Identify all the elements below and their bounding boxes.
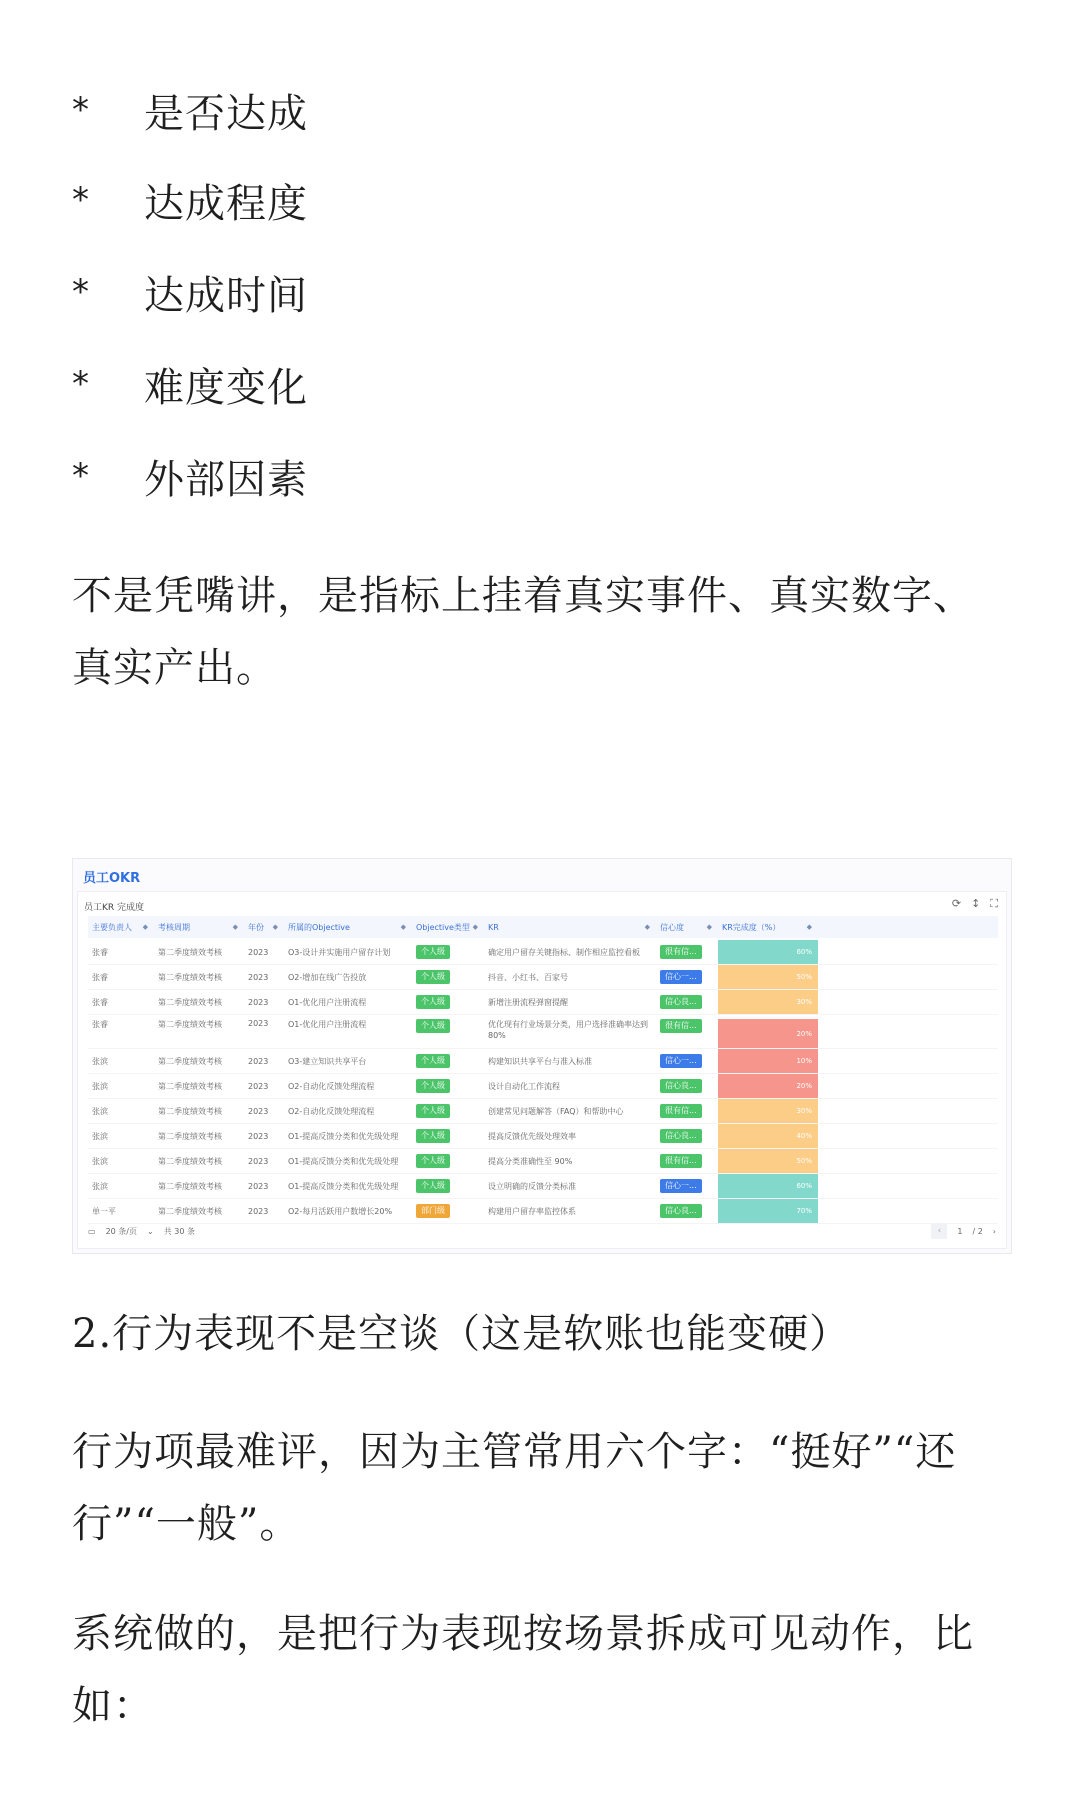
okr-table-header [88, 916, 998, 938]
column-header[interactable] [484, 922, 656, 933]
objective-type-tag: 部门级 [416, 1204, 450, 1218]
column-header-label: 主要负责人 [92, 922, 132, 932]
period-cell: 第二季度绩效考核 [158, 1181, 222, 1191]
column-header[interactable] [656, 922, 718, 933]
section-heading: 2.行为表现不是空谈（这是软账也能变硬） [72, 1311, 851, 1357]
bullet-text: 是否达成 [144, 90, 308, 137]
kr-progress-cell: 60% [718, 1174, 818, 1198]
kr-cell: 提高反馈优先级处理效率 [488, 1131, 576, 1141]
kr-cell: 构建用户留存率监控体系 [488, 1206, 576, 1216]
sort-icon[interactable]: ◆ [272, 923, 278, 931]
okr-subtitle: 员工KR 完成度 [84, 903, 145, 913]
objective-type-tag: 个人级 [416, 1129, 450, 1143]
column-header-label: KR完成度（%） [722, 922, 781, 932]
year-cell: 2023 [248, 997, 269, 1007]
year-cell: 2023 [248, 1056, 269, 1066]
next-page-button[interactable]: › [992, 1226, 996, 1236]
year-cell: 2023 [248, 1081, 269, 1091]
confidence-tag: 信心良... [660, 1129, 702, 1143]
column-header[interactable] [284, 922, 412, 933]
page-size-select[interactable]: 20 条/页 [105, 1226, 137, 1236]
table-row[interactable] [88, 1074, 998, 1099]
column-header[interactable] [88, 922, 154, 933]
layout-icon[interactable]: ▭ [88, 1226, 96, 1236]
year-cell: 2023 [248, 1181, 269, 1191]
confidence-tag: 信心良... [660, 1079, 702, 1093]
column-header[interactable] [718, 916, 818, 938]
sort-icon[interactable]: ◆ [232, 923, 238, 931]
bullet-item [72, 80, 308, 140]
column-header[interactable] [412, 922, 484, 933]
bullet-text: 达成时间 [144, 272, 308, 319]
bullet-marker: * [72, 364, 90, 404]
bullet-marker: * [72, 180, 90, 220]
period-cell: 第二季度绩效考核 [158, 1056, 222, 1066]
kr-progress-cell: 60% [718, 940, 818, 964]
table-row[interactable] [88, 1149, 998, 1174]
total-pages: / 2 [972, 1226, 983, 1236]
current-page[interactable]: 1 [957, 1226, 963, 1236]
confidence-tag: 信心一... [660, 1054, 702, 1068]
kr-progress-cell: 70% [718, 1199, 818, 1223]
period-cell: 第二季度绩效考核 [158, 997, 222, 1007]
prev-page-button[interactable]: ‹ [931, 1223, 947, 1239]
chevron-down-icon[interactable]: ⌄ [146, 1226, 154, 1236]
okr-toolbar [952, 897, 998, 911]
objective-cell: O3-建立知识共享平台 [288, 1056, 367, 1066]
confidence-tag: 信心一... [660, 1179, 702, 1193]
kr-cell: 确定用户留存关键指标、制作相应监控看板 [488, 947, 640, 957]
confidence-tag: 信心一... [660, 970, 702, 984]
fullscreen-icon[interactable]: ⛶ [990, 897, 998, 910]
bullet-item [72, 354, 308, 414]
period-cell: 第二季度绩效考核 [158, 1020, 222, 1029]
paragraph-real-evidence: 不是凭嘴讲，是指标上挂着真实事件、真实数字、真实产出。 [72, 573, 974, 691]
objective-cell: O1-提高反馈分类和优先级处理 [288, 1156, 399, 1166]
owner-cell: 张滨 [92, 1056, 108, 1066]
objective-cell: O2-自动化反馈处理流程 [288, 1081, 375, 1091]
year-cell: 2023 [248, 1206, 269, 1216]
owner-cell: 单一平 [92, 1206, 116, 1216]
sort-icon[interactable]: ◆ [806, 923, 812, 931]
column-header-label: KR [488, 922, 499, 932]
owner-cell: 张滨 [92, 1081, 108, 1091]
period-cell: 第二季度绩效考核 [158, 1106, 222, 1116]
year-cell: 2023 [248, 1019, 269, 1028]
column-header-label: Objective类型 [416, 922, 470, 932]
paragraph-behavior-evaluation: 行为项最难评，因为主管常用六个字：“挺好”“还行”“一般”。 [72, 1429, 957, 1547]
owner-cell: 张睿 [92, 972, 108, 982]
confidence-tag: 很有信... [660, 945, 702, 959]
objective-cell: O1-提高反馈分类和优先级处理 [288, 1131, 399, 1141]
column-header-label: 信心度 [660, 922, 684, 932]
okr-table-body [88, 940, 998, 1224]
owner-cell: 张滨 [92, 1106, 108, 1116]
year-cell: 2023 [248, 1106, 269, 1116]
column-header-label: 所属的Objective [288, 922, 350, 932]
kr-cell: 抖音、小红书、百家号 [488, 972, 568, 982]
objective-type-tag: 个人级 [416, 945, 450, 959]
okr-title: 员工OKR [83, 871, 141, 886]
column-header-label: 年份 [248, 922, 264, 932]
table-row[interactable] [88, 965, 998, 990]
objective-type-tag: 个人级 [416, 1154, 450, 1168]
owner-cell: 张睿 [92, 997, 108, 1007]
kr-cell: 设计自动化工作流程 [488, 1081, 560, 1091]
objective-type-tag: 个人级 [416, 1179, 450, 1193]
objective-type-tag: 个人级 [416, 995, 450, 1009]
objective-cell: O1-优化用户注册流程 [288, 997, 367, 1007]
kr-cell: 提高分类准确性至 90% [488, 1156, 573, 1166]
table-row[interactable] [88, 1199, 998, 1224]
owner-cell: 张滨 [92, 1181, 108, 1191]
total-count: 共 30 条 [163, 1226, 195, 1236]
sort-icon[interactable]: ◆ [472, 923, 478, 931]
year-cell: 2023 [248, 972, 269, 982]
period-cell: 第二季度绩效考核 [158, 947, 222, 957]
kr-progress-cell: 30% [718, 1099, 818, 1123]
kr-progress-cell: 50% [718, 965, 818, 989]
okr-panel [77, 891, 1007, 1249]
kr-progress-cell: 10% [718, 1049, 818, 1073]
owner-cell: 张睿 [92, 1020, 108, 1029]
confidence-tag: 信心良... [660, 995, 702, 1009]
bullet-item [72, 446, 308, 506]
objective-cell: O2-增加在线广告投放 [288, 972, 367, 982]
kr-cell: 新增注册流程弹窗提醒 [488, 997, 568, 1007]
owner-cell: 张睿 [92, 947, 108, 957]
table-row[interactable] [88, 1174, 998, 1199]
confidence-tag: 很有信... [660, 1104, 702, 1118]
kr-cell: 设立明确的反馈分类标准 [488, 1181, 576, 1191]
bullet-text: 难度变化 [144, 364, 308, 411]
table-row[interactable] [88, 1124, 998, 1149]
confidence-tag: 很有信... [660, 1154, 702, 1168]
confidence-tag: 很有信... [660, 1019, 702, 1033]
objective-cell: O1-提高反馈分类和优先级处理 [288, 1181, 399, 1191]
kr-progress-cell: 20% [718, 1019, 818, 1048]
table-row[interactable] [88, 990, 998, 1015]
column-header[interactable] [154, 922, 244, 933]
bullet-marker: * [72, 456, 90, 496]
column-header-label: 考核周期 [158, 922, 190, 932]
table-row[interactable] [88, 1099, 998, 1124]
bullet-marker: * [72, 272, 90, 312]
density-icon[interactable]: ↕ [971, 897, 981, 910]
objective-type-tag: 个人级 [416, 970, 450, 984]
objective-type-tag: 个人级 [416, 1019, 450, 1033]
period-cell: 第二季度绩效考核 [158, 1156, 222, 1166]
objective-type-tag: 个人级 [416, 1054, 450, 1068]
kr-cell: 优化现有行业场景分类，用户选择准确率达到80% [488, 1020, 648, 1040]
year-cell: 2023 [248, 947, 269, 957]
table-row[interactable] [88, 1015, 998, 1049]
kr-progress-cell: 40% [718, 1124, 818, 1148]
objective-cell: O1-优化用户注册流程 [288, 1020, 367, 1029]
kr-progress-cell: 30% [718, 990, 818, 1014]
objective-type-tag: 个人级 [416, 1104, 450, 1118]
okr-screenshot [72, 858, 1012, 1254]
year-cell: 2023 [248, 1156, 269, 1166]
refresh-icon[interactable]: ⟳ [951, 897, 962, 910]
bullet-item [72, 262, 308, 322]
sort-icon[interactable]: ◆ [400, 923, 406, 931]
period-cell: 第二季度绩效考核 [158, 1206, 222, 1216]
kr-progress-cell: 20% [718, 1074, 818, 1098]
period-cell: 第二季度绩效考核 [158, 1081, 222, 1091]
objective-cell: O3-设计并实施用户留存计划 [288, 947, 391, 957]
kr-progress-cell: 50% [718, 1149, 818, 1173]
paragraph-system-approach: 系统做的，是把行为表现按场景拆成可见动作，比如： [72, 1611, 974, 1729]
okr-pagination [88, 1222, 996, 1240]
year-cell: 2023 [248, 1131, 269, 1141]
sort-icon[interactable]: ◆ [142, 923, 148, 931]
kr-cell: 构建知识共享平台与准入标准 [488, 1056, 592, 1066]
table-row[interactable] [88, 1049, 998, 1074]
confidence-tag: 信心良... [660, 1204, 702, 1218]
bullet-item [72, 170, 308, 230]
period-cell: 第二季度绩效考核 [158, 1131, 222, 1141]
bullet-text: 外部因素 [144, 456, 308, 503]
table-row[interactable] [88, 940, 998, 965]
column-header[interactable] [244, 922, 284, 933]
period-cell: 第二季度绩效考核 [158, 972, 222, 982]
kr-cell: 创建常见问题解答（FAQ）和帮助中心 [488, 1106, 624, 1116]
objective-cell: O2-自动化反馈处理流程 [288, 1106, 375, 1116]
owner-cell: 张滨 [92, 1156, 108, 1166]
objective-type-tag: 个人级 [416, 1079, 450, 1093]
owner-cell: 张滨 [92, 1131, 108, 1141]
objective-cell: O2-每月活跃用户数增长20% [288, 1206, 393, 1216]
sort-icon[interactable]: ◆ [644, 922, 650, 931]
bullet-marker: * [72, 90, 90, 130]
bullet-text: 达成程度 [144, 180, 308, 227]
sort-icon[interactable]: ◆ [706, 923, 712, 931]
